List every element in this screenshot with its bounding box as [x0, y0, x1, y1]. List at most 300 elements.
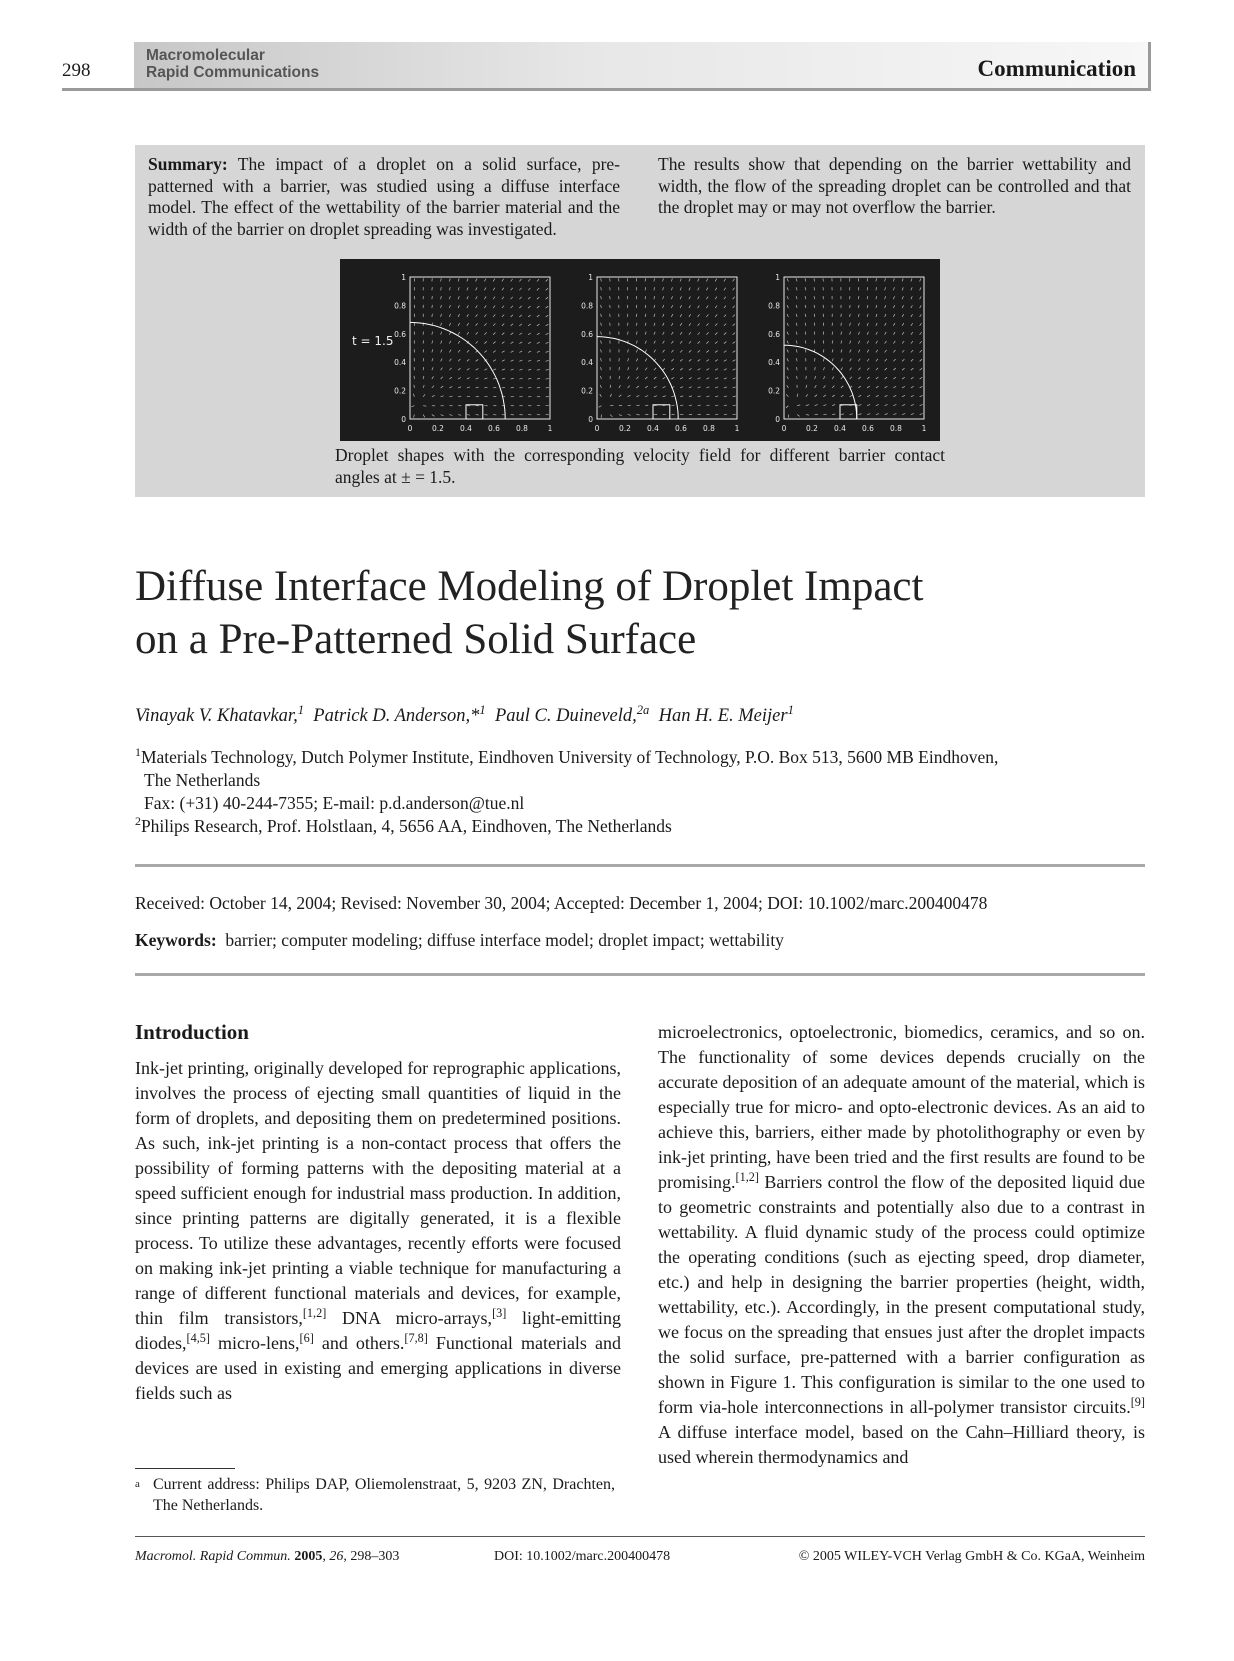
- velocity-arrow: [733, 378, 736, 379]
- velocity-arrow: [423, 415, 425, 418]
- velocity-arrow: [449, 368, 451, 370]
- velocity-arrow: [885, 341, 887, 344]
- velocity-arrow: [814, 287, 815, 290]
- velocity-arrow: [537, 378, 540, 379]
- velocity-arrow: [546, 342, 549, 343]
- article-title: [135, 560, 1135, 666]
- velocity-arrow: [432, 314, 433, 317]
- velocity-arrow: [796, 287, 797, 290]
- velocity-arrow: [902, 341, 904, 344]
- velocity-arrow: [654, 377, 657, 379]
- velocity-arrow: [715, 297, 717, 300]
- velocity-arrow: [537, 342, 540, 343]
- velocity-arrow: [467, 350, 469, 352]
- velocity-arrow: [441, 359, 443, 362]
- velocity-arrow: [858, 368, 860, 370]
- velocity-arrow: [493, 360, 496, 362]
- velocity-arrow: [911, 287, 912, 290]
- velocity-arrow: [423, 367, 424, 370]
- velocity-arrow: [706, 341, 708, 343]
- velocity-arrow: [733, 333, 735, 335]
- velocity-arrow: [733, 288, 735, 291]
- velocity-arrow: [920, 350, 922, 352]
- velocity-arrow: [689, 332, 691, 334]
- velocity-arrow: [645, 377, 647, 379]
- citation-ref[interactable]: [4,5]: [186, 1331, 210, 1345]
- velocity-arrow: [476, 359, 479, 361]
- velocity-arrow: [841, 395, 844, 397]
- velocity-arrow: [893, 314, 894, 317]
- velocity-arrow: [484, 369, 487, 370]
- journal-name: [146, 47, 319, 81]
- x-tick-label: 0.6: [488, 424, 500, 433]
- velocity-arrow: [546, 333, 549, 335]
- velocity-arrow: [796, 367, 797, 370]
- velocity-arrow: [628, 367, 629, 370]
- velocity-arrow: [663, 341, 665, 344]
- x-tick-label: 0.2: [619, 424, 631, 433]
- velocity-arrow: [733, 387, 736, 388]
- velocity-arrow: [911, 404, 914, 405]
- velocity-arrow: [493, 369, 496, 370]
- velocity-arrow: [787, 287, 788, 290]
- velocity-arrow: [432, 340, 433, 343]
- velocity-arrow: [645, 341, 646, 344]
- velocity-arrow: [805, 296, 806, 299]
- velocity-arrow: [724, 360, 727, 362]
- citation-ref[interactable]: [9]: [1130, 1395, 1145, 1409]
- velocity-arrow: [467, 378, 470, 379]
- velocity-arrow: [645, 323, 646, 326]
- velocity-arrow: [787, 341, 788, 344]
- velocity-arrow: [484, 387, 487, 388]
- velocity-arrow: [502, 279, 504, 282]
- velocity-arrow: [724, 405, 727, 406]
- velocity-arrow: [920, 377, 923, 379]
- velocity-arrow: [797, 405, 800, 406]
- velocity-arrow: [920, 314, 922, 317]
- velocity-arrow: [689, 305, 691, 308]
- velocity-arrow: [599, 406, 602, 408]
- velocity-arrow: [441, 396, 444, 397]
- velocity-arrow: [511, 360, 514, 361]
- velocity-arrow: [850, 414, 853, 415]
- velocity-arrow: [519, 378, 522, 379]
- affiliations: [135, 746, 1145, 838]
- velocity-arrow: [724, 333, 726, 335]
- velocity-arrow: [885, 395, 888, 396]
- velocity-arrow: [476, 378, 479, 379]
- velocity-arrow: [698, 396, 701, 397]
- velocity-arrow: [432, 415, 435, 417]
- velocity-arrow: [724, 351, 727, 353]
- velocity-arrow: [467, 314, 469, 317]
- citation-ref[interactable]: [6]: [299, 1331, 314, 1345]
- velocity-arrow: [476, 341, 478, 343]
- velocity-arrow: [715, 342, 717, 344]
- velocity-arrow: [698, 341, 700, 343]
- velocity-arrow: [867, 377, 869, 379]
- velocity-arrow: [484, 378, 487, 379]
- summary-right: The results show that depending on the barrier wettability and width, the flow of the spreading droplet can be controlled and that the droplet may or may not overflow the barrier.: [658, 154, 1131, 217]
- velocity-arrow: [680, 305, 681, 308]
- velocity-arrow: [511, 369, 514, 370]
- velocity-arrow: [786, 394, 788, 396]
- velocity-arrow: [867, 341, 869, 344]
- velocity-arrow: [885, 386, 888, 388]
- velocity-arrow: [476, 314, 478, 317]
- velocity-arrow: [546, 288, 548, 290]
- affiliation-1: $^1$Materials Technology, Dutch Polymer Institute, Eindhoven University of Technology, P.O. Box 513, 5600 MB Eindhoven,: [135, 745, 999, 767]
- velocity-arrow: [902, 414, 905, 415]
- velocity-arrow: [476, 287, 477, 290]
- velocity-arrow: [645, 359, 647, 362]
- velocity-arrow: [823, 385, 825, 387]
- velocity-arrow: [733, 405, 736, 406]
- velocity-arrow: [885, 368, 887, 370]
- velocity-arrow: [663, 377, 666, 379]
- velocity-arrow: [893, 341, 895, 344]
- velocity-arrow: [724, 288, 726, 291]
- velocity-arrow: [537, 288, 539, 290]
- velocity-arrow: [893, 323, 895, 326]
- velocity-arrow: [663, 396, 666, 397]
- velocity-arrow: [724, 279, 726, 282]
- x-tick-label: 0.4: [834, 424, 846, 433]
- velocity-arrow: [902, 314, 904, 317]
- footer-doi[interactable]: DOI: 10.1002/marc.200400478: [494, 1549, 671, 1564]
- velocity-arrow: [823, 358, 824, 361]
- velocity-arrow: [698, 350, 700, 352]
- y-tick-label: 0.6: [581, 329, 593, 339]
- velocity-arrow: [893, 395, 896, 396]
- y-tick-label: 0.6: [394, 329, 406, 339]
- velocity-arrow: [537, 324, 540, 326]
- velocity-arrow: [493, 297, 495, 300]
- velocity-arrow: [706, 288, 708, 291]
- velocity-arrow: [902, 395, 905, 396]
- citation-ref[interactable]: [7,8]: [404, 1331, 428, 1345]
- velocity-arrow: [911, 341, 913, 343]
- velocity-arrow: [654, 341, 656, 344]
- velocity-arrow: [787, 332, 788, 335]
- velocity-arrow: [449, 314, 450, 317]
- velocity-arrow: [519, 306, 521, 308]
- velocity-arrow: [850, 332, 851, 335]
- x-tick-label: 0.4: [460, 424, 472, 433]
- velocity-arrow: [706, 279, 708, 282]
- y-tick-label: 0.4: [394, 358, 406, 368]
- velocity-arrow: [680, 396, 683, 397]
- velocity-arrow: [689, 396, 692, 397]
- velocity-arrow: [441, 305, 442, 308]
- citation-ref[interactable]: [1,2]: [302, 1306, 327, 1320]
- divider-top: [135, 864, 1145, 867]
- velocity-arrow: [502, 369, 505, 370]
- velocity-arrow: [715, 279, 717, 282]
- velocity-arrow: [724, 396, 727, 397]
- velocity-arrow: [876, 278, 877, 281]
- velocity-arrow: [458, 387, 461, 388]
- velocity-arrow: [902, 359, 904, 361]
- velocity-arrow: [628, 395, 631, 397]
- velocity-arrow: [511, 324, 513, 326]
- velocity-arrow: [689, 378, 692, 380]
- author: Vinayak V. Khatavkar,$^1$: [135, 702, 305, 726]
- velocity-arrow: [850, 395, 853, 397]
- velocity-arrow: [911, 296, 912, 299]
- velocity-arrow: [537, 360, 540, 361]
- velocity-arrow: [850, 377, 852, 379]
- velocity-arrow: [876, 414, 879, 415]
- velocity-arrow: [902, 368, 904, 370]
- velocity-arrow: [796, 349, 797, 352]
- velocity-arrow: [689, 368, 692, 370]
- velocity-arrow: [724, 315, 726, 317]
- velocity-arrow: [823, 367, 824, 370]
- velocity-arrow: [413, 394, 414, 397]
- velocity-arrow: [519, 279, 521, 281]
- velocity-arrow: [680, 350, 682, 352]
- velocity-arrow: [698, 332, 700, 334]
- velocity-arrow: [706, 360, 709, 362]
- velocity-arrow: [867, 359, 869, 362]
- velocity-arrow: [885, 314, 886, 317]
- velocity-arrow: [796, 332, 797, 335]
- y-tick-label: 1: [588, 273, 593, 282]
- velocity-arrow: [823, 349, 824, 352]
- velocity-arrow: [449, 323, 450, 326]
- velocity-arrow: [885, 332, 887, 335]
- velocity-arrow: [467, 368, 470, 370]
- velocity-arrow: [502, 297, 504, 299]
- velocity-arrow: [876, 296, 877, 299]
- velocity-arrow: [601, 278, 602, 281]
- contact-info: Fax: (+31) 40-244-7355; E-mail: p.d.anderson@tue.nl: [144, 793, 525, 813]
- velocity-arrow: [806, 394, 808, 396]
- y-tick-label: 0.8: [768, 301, 780, 311]
- velocity-arrow: [805, 278, 806, 281]
- page-number: 298: [62, 60, 91, 81]
- velocity-arrow: [663, 287, 664, 290]
- velocity-arrow: [796, 278, 797, 281]
- velocity-arrow: [867, 332, 868, 335]
- summary-left: [148, 154, 620, 240]
- velocity-arrow: [724, 342, 727, 344]
- citation-ref[interactable]: [3]: [492, 1306, 507, 1320]
- velocity-arrow: [689, 287, 690, 290]
- velocity-arrow: [876, 332, 877, 335]
- velocity-arrow: [850, 341, 851, 344]
- title-line1: Diffuse Interface Modeling of Droplet Impact: [135, 563, 924, 610]
- velocity-arrow: [715, 323, 717, 325]
- velocity-arrow: [528, 369, 531, 370]
- velocity-arrow: [911, 278, 912, 281]
- y-tick-label: 0.4: [768, 358, 780, 368]
- velocity-arrow: [706, 378, 709, 379]
- velocity-arrow: [600, 394, 602, 397]
- velocity-arrow: [893, 377, 896, 379]
- velocity-arrow: [698, 359, 701, 361]
- velocity-arrow: [519, 342, 522, 344]
- velocity-arrow: [902, 386, 905, 388]
- velocity-arrow: [706, 387, 709, 388]
- velocity-arrow: [797, 415, 800, 417]
- velocity-arrow: [619, 415, 622, 416]
- figure-caption: Droplet shapes with the corresponding velocity field for different barrier contact angles at ± = 1.5.: [335, 445, 945, 487]
- velocity-arrow: [893, 278, 894, 281]
- velocity-arrow: [698, 305, 700, 308]
- velocity-arrow: [715, 306, 717, 309]
- velocity-arrow: [724, 369, 727, 370]
- velocity-arrow: [663, 386, 666, 387]
- velocity-arrow: [663, 368, 665, 370]
- velocity-arrow: [876, 287, 877, 290]
- velocity-arrow: [850, 314, 851, 317]
- velocity-arrow: [546, 324, 549, 326]
- y-tick-label: 0.8: [394, 301, 406, 311]
- velocity-arrow: [671, 278, 672, 281]
- velocity-arrow: [636, 386, 638, 388]
- velocity-arrow: [449, 296, 450, 299]
- velocity-arrow: [654, 332, 655, 335]
- velocity-arrow: [805, 332, 806, 335]
- velocity-arrow: [724, 378, 727, 379]
- velocity-arrow: [698, 279, 699, 282]
- velocity-arrow: [467, 287, 468, 290]
- velocity-arrow: [636, 377, 638, 379]
- citation-ref[interactable]: [1,2]: [735, 1170, 759, 1184]
- velocity-arrow: [876, 404, 879, 405]
- velocity-arrow: [449, 386, 452, 387]
- velocity-arrow: [706, 350, 709, 352]
- velocity-arrow: [601, 332, 602, 335]
- velocity-arrow: [671, 341, 673, 344]
- velocity-arrow: [858, 414, 861, 415]
- velocity-arrow: [432, 367, 433, 370]
- velocity-arrow: [528, 279, 530, 281]
- velocity-arrow: [671, 359, 673, 361]
- velocity-arrow: [511, 306, 513, 308]
- publication-history: Received: October 14, 2004; Revised: November 30, 2004; Accepted: December 1, 2004; DOI: 10.1002/marc.200400478: [135, 893, 988, 913]
- velocity-arrow: [511, 279, 513, 282]
- velocity-arrow: [663, 314, 664, 317]
- velocity-arrow: [850, 323, 851, 326]
- velocity-arrow: [671, 377, 674, 379]
- velocity-arrow: [806, 405, 809, 406]
- velocity-arrow: [601, 323, 602, 326]
- velocity-arrow: [628, 415, 631, 416]
- velocity-arrow: [832, 349, 833, 352]
- velocity-arrow: [537, 369, 540, 370]
- velocity-arrow: [671, 350, 673, 352]
- velocity-arrow: [715, 378, 718, 379]
- velocity-arrow: [920, 359, 922, 361]
- velocity-arrow: [449, 359, 451, 362]
- velocity-arrow: [680, 296, 681, 299]
- velocity-arrow: [715, 351, 718, 353]
- velocity-arrow: [815, 367, 816, 370]
- velocity-arrow: [698, 296, 700, 299]
- velocity-arrow: [458, 323, 459, 326]
- velocity-arrow: [911, 314, 913, 317]
- velocity-arrow: [920, 386, 923, 388]
- velocity-arrow: [893, 359, 895, 361]
- velocity-arrow: [537, 333, 540, 335]
- velocity-arrow: [484, 332, 486, 334]
- velocity-arrow: [449, 278, 450, 281]
- velocity-arrow: [841, 386, 843, 388]
- velocity-arrow: [706, 323, 708, 325]
- velocity-arrow: [484, 297, 486, 300]
- velocity-arrow: [458, 278, 459, 281]
- velocity-arrow: [610, 415, 612, 417]
- velocity-arrow: [902, 332, 904, 335]
- velocity-arrow: [876, 350, 878, 353]
- velocity-arrow: [528, 297, 530, 299]
- velocity-arrow: [476, 296, 478, 299]
- velocity-arrow: [698, 314, 700, 317]
- velocity-arrow: [636, 314, 637, 317]
- velocity-arrow: [885, 350, 887, 353]
- velocity-arrow: [441, 314, 442, 317]
- x-tick-label: 0.8: [703, 424, 715, 433]
- velocity-arrow: [858, 323, 859, 326]
- velocity-arrow: [645, 396, 648, 397]
- section-label: Communication: [977, 56, 1136, 81]
- y-tick-label: 0: [775, 415, 780, 424]
- velocity-arrow: [654, 296, 655, 299]
- x-tick-label: 0: [407, 424, 413, 433]
- velocity-arrow: [797, 376, 798, 379]
- footer-copyright: © 2005 WILEY-VCH Verlag GmbH & Co. KGaA, Weinheim: [798, 1549, 1145, 1564]
- velocity-arrow: [920, 305, 922, 308]
- velocity-arrow: [920, 323, 922, 326]
- velocity-arrow: [502, 360, 505, 361]
- velocity-arrow: [806, 415, 809, 416]
- velocity-arrow: [805, 305, 806, 308]
- velocity-arrow: [484, 314, 486, 317]
- velocity-arrow: [815, 405, 818, 406]
- velocity-arrow: [920, 296, 922, 299]
- velocity-arrow: [458, 359, 460, 361]
- velocity-arrow: [411, 406, 414, 407]
- barrier: [653, 405, 670, 419]
- velocity-arrow: [654, 350, 656, 353]
- velocity-arrow: [911, 386, 914, 388]
- velocity-arrow: [893, 305, 894, 308]
- velocity-arrow: [467, 359, 469, 361]
- y-tick-label: 1: [775, 273, 780, 282]
- footnote: [135, 1474, 621, 1516]
- velocity-arrow: [885, 377, 888, 379]
- velocity-arrow: [715, 369, 718, 371]
- velocity-arrow: [858, 296, 859, 299]
- velocity-arrow: [689, 405, 692, 406]
- velocity-arrow: [841, 340, 842, 343]
- velocity-arrow: [796, 296, 797, 299]
- velocity-arrow: [654, 323, 655, 326]
- section-heading: Introduction: [135, 1020, 249, 1044]
- velocity-arrow: [911, 377, 914, 379]
- x-tick-label: 1: [734, 424, 740, 433]
- velocity-arrow: [867, 414, 870, 415]
- velocity-arrow: [441, 332, 442, 335]
- y-tick-label: 0.8: [581, 301, 593, 311]
- velocity-arrow: [528, 342, 531, 344]
- velocity-arrow: [654, 278, 655, 281]
- velocity-arrow: [867, 305, 868, 308]
